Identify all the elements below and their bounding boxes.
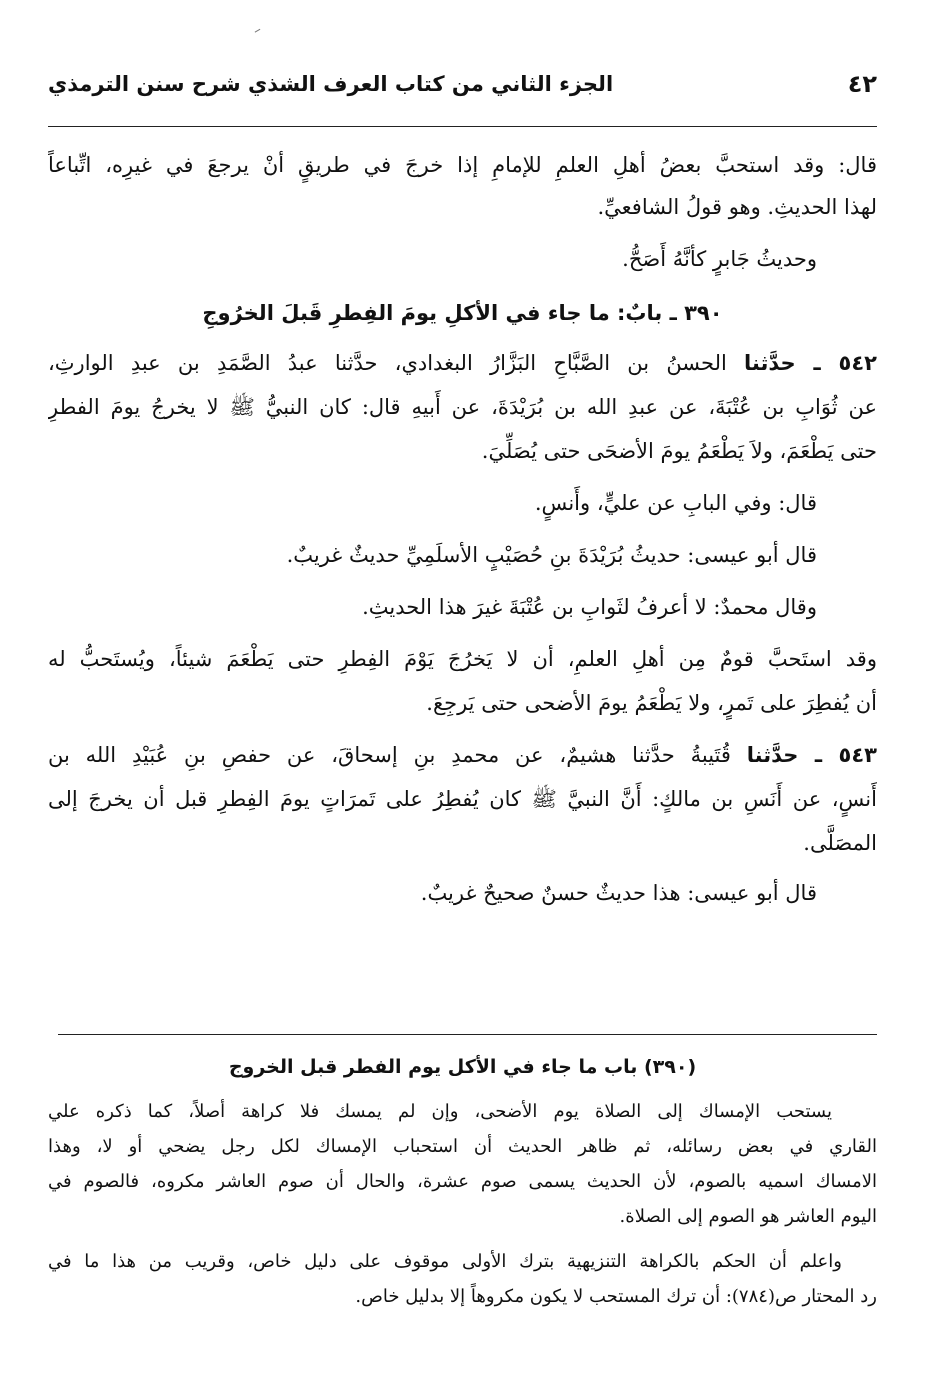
hadith-543-line-2: أَنسٍ، عن أَنَسِ بن مالكٍ: أَنَّ النبيَّ ﷺ كان يُفطِرُ على تَمرَاتٍ يومَ الفِطرِ قبل أن يخرجَ إلى <box>48 787 877 811</box>
paragraph-line: أن يُفطِرَ على تَمرٍ، ولا يَطْعَمُ يومَ الأضحى حتى يَرجِعَ. <box>426 691 877 715</box>
note-line: وقال محمدٌ: لا أعرفُ لثَوابِ بن عُتْبَةَ غيرَ هذا الحديثِ. <box>362 595 817 619</box>
footnote-divider <box>58 1034 877 1035</box>
hadith-text: قُتَيبةُ حدَّثنا هشيمٌ، عن محمدِ بنِ إسحاقَ، عن حفصِ بنِ عُبَيْدِ الله بن <box>48 743 731 767</box>
hadith-text: الحسنُ بن الصَّبَّاحِ البَزَّارُ البغدادي، حدَّثنا عبدُ الصَّمَدِ بن عبدِ الوارثِ، <box>48 351 727 375</box>
paragraph-text: وقد استَحبَّ قومٌ مِن أهلِ العلمِ، أن لا يَخرُجَ يَوْمَ الفِطرِ حتى يَطْعَمَ شيئاً، ويُستَحبُّ له <box>48 647 877 671</box>
footnote-heading: (٣٩٠) باب ما جاء في الأكل يوم الفطر قبل الخروج <box>228 1056 697 1078</box>
note-line: قال: وفي البابِ عن عليٍّ، وأَنسٍ. <box>534 491 817 515</box>
footnote-line: اليوم العاشر هو الصوم إلى الصلاة. <box>619 1206 877 1227</box>
hadith-number: ٥٤٢ ـ حدَّثنا <box>744 351 877 375</box>
text-line: لهذا الحديثِ. وهو قولُ الشافعيِّ. <box>597 195 877 219</box>
hadith-543-line-1 <box>48 730 877 780</box>
footnote-line: يستحب الإمساك إلى الصلاة يوم الأضحى، وإن لم يمسك فلا كراهة أصلاً، كما ذكره علي <box>48 1101 832 1122</box>
note-line: قال أبو عيسى: حديثُ بُرَيْدَةَ بنِ حُصَيْبٍ الأسلَمِيِّ حديثٌ غريبٌ. <box>286 543 817 567</box>
note-line: قال أبو عيسى: هذا حديثٌ حسنٌ صحيحٌ غريبٌ. <box>420 881 817 905</box>
hadith-543-line-3: المصَلَّى. <box>803 831 877 855</box>
page-header <box>48 62 877 127</box>
text-line: قال: وقد استحبَّ بعضُ أهلِ العلمِ للإمامِ إذا خرجَ في طريقٍ أنْ يرجعَ في غيرِه، اتِّباعاً <box>48 153 877 177</box>
footnote-line: الامساك اسميه بالصوم، لأن الحديث يسمى صوم عشرة، والحال أن صوم العاشر مكروه، فالصوم في <box>48 1171 877 1192</box>
text-line: وحديثُ جَابرٍ كأنَّهُ أَصَحُّ. <box>622 247 817 271</box>
hadith-542-line-3: حتى يَطْعَمَ، ولاَ يَطْعَمُ يومَ الأضحَى حتى يُصَلِّيَ. <box>481 439 877 463</box>
chapter-heading: ٣٩٠ ـ بابٌ: ما جاء في الأكلِ يومَ الفِطرِ قَبلَ الخرُوجِ <box>202 301 723 325</box>
running-title: الجزء الثاني من كتاب العرف الشذي شرح سنن الترمذي <box>48 72 614 96</box>
scan-mark <box>255 29 262 35</box>
hadith-number: ٥٤٣ ـ حدَّثنا <box>746 743 877 767</box>
paragraph-line <box>48 634 877 684</box>
hadith-542-line-1 <box>48 338 877 388</box>
footnote-line: واعلم أن الحكم بالكراهة التنزيهية بترك الأولى موقوف على دليل خاص، وقريب من هذا ما في <box>48 1251 842 1272</box>
footnote-line: رد المحتار ص(٧٨٤): أن ترك المستحب لا يكون مكروهاً إلا بدليل خاص. <box>355 1286 877 1307</box>
hadith-542-line-2: عن ثُوَابِ بن عُتْبَةَ، عن عبدِ الله بن بُرَيْدَةَ، عن أَبيهِ قال: كان النبيُّ ﷺ لا يخرجُ يومَ الفطرِ <box>48 395 877 419</box>
page-number: ٤٢ <box>847 70 877 98</box>
footnote-line: القاري في بعض رسائله، ثم ظاهر الحديث أن استحباب الإمساك لكل رجل يضحي أو لا، وهذا <box>48 1136 877 1157</box>
